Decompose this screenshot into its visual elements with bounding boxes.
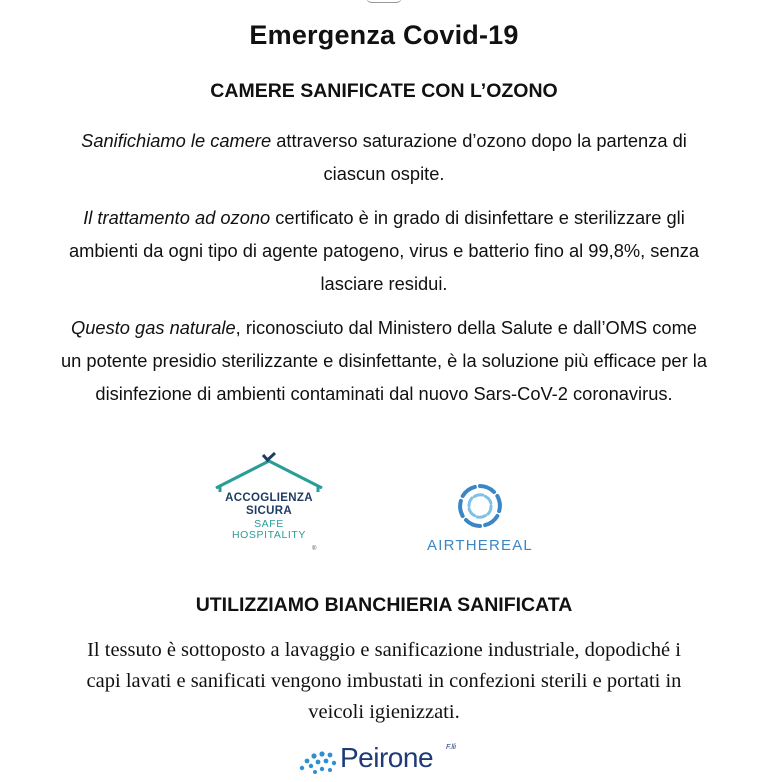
page-title: Emergenza Covid-19 [249,20,519,50]
ozone-heading: CAMERE SANIFICATE CON L’OZONO [210,80,558,102]
page-top-mark [366,0,402,3]
linen-heading: UTILIZZIAMO BIANCHIERIA SANIFICATA [195,594,573,616]
ozone-paragraph-2-text: certificato è in grado di disinfettare e sterilizzare gli ambienti da ogni tipo di agente patogeno, virus e batterio fino al 99,8%, senza lasciare residui. [68,207,700,294]
ozone-paragraph-1-emphasis: Sanifichiamo le camere [81,130,272,151]
registered-mark: ® [312,546,317,552]
sicura-text: SICURA [246,505,292,517]
ozone-paragraph-3 [60,311,708,410]
airthereal-swirl-icon [456,482,504,530]
airthereal-logo [412,482,548,558]
linen-paragraph: Il tessuto è sottoposto a lavaggio e sanificazione industriale, dopodiché i capi lavati e sanificati vengono imbustati in confezioni sterili e portati in veicoli igienizzati. [86,639,682,723]
airthereal-text: AIRTHEREAL [427,537,533,554]
ozone-paragraph-3-text: , riconosciuto dal Ministero della Salute e dall’OMS come un potente presidio sterilizzante e disinfettante, è la soluzione più efficace per la disinfezione di ambienti contaminati dal nuovo Sars-CoV-2 coronavirus. [60,317,707,404]
hospitality-text: HOSPITALITY [231,529,307,541]
ozone-paragraph-2 [60,201,708,300]
accoglienza-sicura-logo [210,452,328,560]
ozone-paragraph-1 [60,124,708,190]
peirone-text: Peirone [340,742,434,773]
peirone-suffix: F.lli [446,744,456,751]
ozone-paragraph-3-emphasis: Questo gas naturale [71,317,236,338]
ozone-paragraph-2-emphasis: Il trattamento ad ozono [83,207,271,228]
peirone-logo [296,742,476,782]
accoglienza-text: ACCOGLIENZA [225,492,313,504]
safe-text: SAFE [254,518,284,530]
ozone-paragraph-1-text: attraverso saturazione d’ozono dopo la partenza di ciascun ospite. [271,130,687,184]
peirone-dots-icon [296,746,338,776]
house-check-icon [210,452,328,494]
